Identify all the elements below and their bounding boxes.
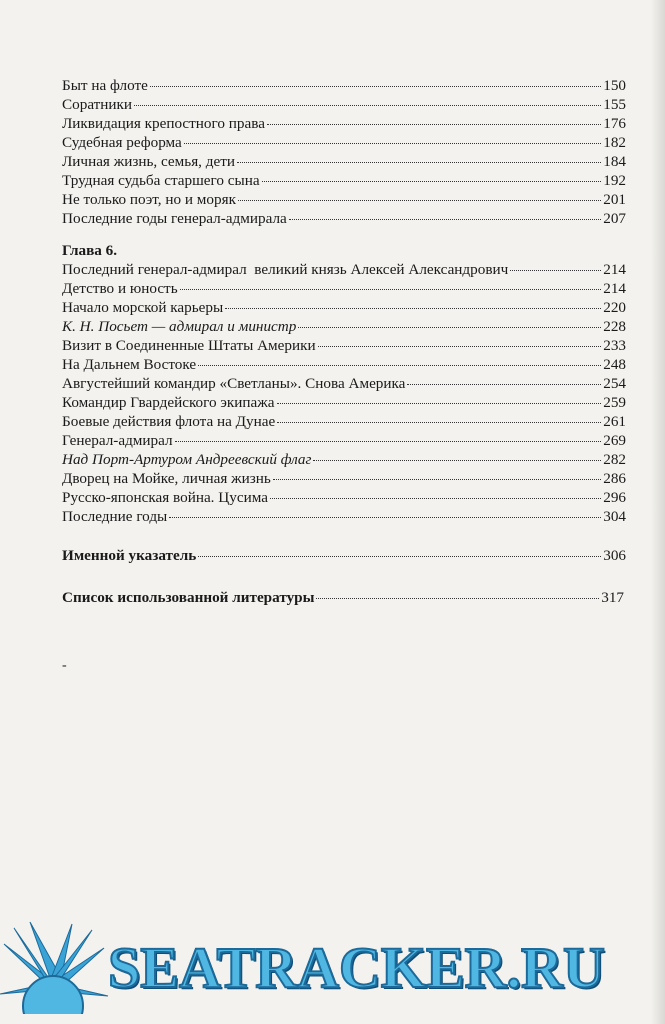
toc-entry-page: 286 — [603, 470, 626, 487]
toc-section-continued — [62, 76, 626, 228]
toc-entry[interactable] — [62, 76, 626, 95]
toc-entry-title: Личная жизнь, семья, дети — [62, 153, 236, 170]
leader-dots — [225, 308, 601, 309]
toc-entry-title: Генерал-адмирал — [62, 432, 173, 449]
toc-entry-page: 220 — [603, 299, 626, 316]
toc-entry-title: Командир Гвардейского экипажа — [62, 394, 275, 411]
leader-dots — [510, 270, 601, 271]
toc-entry-title: Последние годы — [62, 508, 168, 525]
toc-entry[interactable] — [62, 412, 626, 431]
leader-dots — [270, 498, 601, 499]
toc-entry-page: 155 — [603, 96, 626, 113]
toc-entry-title: Не только поэт, но и моряк — [62, 191, 236, 208]
toc-entry-title: Трудная судьба старшего сына — [62, 172, 260, 189]
toc-entry[interactable] — [62, 133, 626, 152]
stray-mark: - — [62, 658, 67, 673]
leader-dots — [316, 598, 599, 599]
toc-entry-title: Августейший командир «Светланы». Снова Америка — [62, 375, 406, 392]
toc-entry-title: Соратники — [62, 96, 133, 113]
leader-dots — [169, 517, 601, 518]
leader-dots — [298, 327, 601, 328]
toc-entry-title: На Дальнем Востоке — [62, 356, 197, 373]
toc-entry-page: 214 — [603, 280, 626, 297]
toc-entry[interactable] — [62, 431, 626, 450]
toc-entry-title: Последний генерал-адмирал великий князь Алексей Александрович — [62, 261, 509, 278]
leader-dots — [262, 181, 602, 182]
toc-entry-index[interactable] — [62, 546, 626, 565]
toc-entry-title: Судебная реформа — [62, 134, 182, 151]
toc-entry[interactable] — [62, 190, 626, 209]
toc-entry[interactable] — [62, 450, 626, 469]
toc-entry-page: 306 — [603, 547, 626, 564]
toc-entry-page: 233 — [603, 337, 626, 354]
leader-dots — [318, 346, 602, 347]
toc-entry-page: 248 — [603, 356, 626, 373]
leader-dots — [277, 403, 602, 404]
toc-entry[interactable] — [62, 95, 626, 114]
leader-dots — [198, 365, 601, 366]
toc-entry-page: 176 — [603, 115, 626, 132]
toc-entry-title: Именной указатель — [62, 547, 197, 564]
toc-entry[interactable] — [62, 209, 626, 228]
toc-entry-title: Последние годы генерал-адмирала — [62, 210, 287, 227]
toc-entry[interactable] — [62, 393, 626, 412]
toc-entry-title: Начало морской карьеры — [62, 299, 224, 316]
toc-entry[interactable] — [62, 114, 626, 133]
leader-dots — [407, 384, 601, 385]
toc-entry-page: 207 — [603, 210, 626, 227]
toc-entry-page: 296 — [603, 489, 626, 506]
toc-entry-page: 228 — [603, 318, 626, 335]
toc-entry-page: 282 — [603, 451, 626, 468]
chapter-heading: Глава 6. — [62, 242, 118, 259]
toc-entry-title: Визит в Соединенные Штаты Америки — [62, 337, 316, 354]
toc-entry-title: Быт на флоте — [62, 77, 148, 94]
leader-dots — [277, 422, 601, 423]
toc-entry-page: 254 — [603, 375, 626, 392]
leader-dots — [184, 143, 601, 144]
leader-dots — [175, 441, 602, 442]
leader-dots — [237, 162, 601, 163]
toc-entry[interactable] — [62, 279, 626, 298]
page-edge-shadow — [651, 0, 665, 1024]
toc-entry[interactable] — [62, 469, 626, 488]
toc-entry[interactable] — [62, 355, 626, 374]
leader-dots — [313, 460, 601, 461]
toc-entry[interactable] — [62, 336, 626, 355]
toc-entry-title: Русско-японская война. Цусима — [62, 489, 268, 506]
toc-entry[interactable] — [62, 171, 626, 190]
sun-logo-icon — [0, 918, 110, 1024]
toc-entry-title: Боевые действия флота на Дунае — [62, 413, 276, 430]
toc-entry-page: 214 — [603, 261, 626, 278]
toc-entry-page: 201 — [603, 191, 626, 208]
watermark-text: SEATRACKER.RU — [108, 935, 605, 1000]
toc-entry-title: Над Порт-Артуром Андреевский флаг — [62, 451, 312, 468]
toc-entry[interactable] — [62, 260, 626, 279]
toc-entry-bibliography[interactable] — [62, 588, 624, 607]
toc-entry-page: 192 — [603, 172, 626, 189]
toc-entry[interactable] — [62, 317, 626, 336]
toc-entry-title: Дворец на Мойке, личная жизнь — [62, 470, 271, 487]
toc-entry-page: 182 — [603, 134, 626, 151]
toc-entry-page: 269 — [603, 432, 626, 449]
leader-dots — [267, 124, 601, 125]
leader-dots — [134, 105, 601, 106]
toc-chapter-6 — [62, 241, 626, 526]
leader-dots — [150, 86, 601, 87]
leader-dots — [273, 479, 601, 480]
watermark — [0, 918, 665, 1024]
toc-entry-title: Список использованной литературы — [62, 589, 315, 606]
toc-entry-page: 317 — [601, 589, 624, 606]
table-of-contents — [62, 76, 626, 607]
toc-entry[interactable] — [62, 298, 626, 317]
toc-entry[interactable] — [62, 488, 626, 507]
toc-entry-page: 150 — [603, 77, 626, 94]
toc-entry[interactable] — [62, 507, 626, 526]
toc-entry-page: 184 — [603, 153, 626, 170]
leader-dots — [198, 556, 601, 557]
toc-entry[interactable] — [62, 152, 626, 171]
toc-entry-title: К. Н. Посьет — адмирал и министр — [62, 318, 297, 335]
leader-dots — [289, 219, 601, 220]
toc-entry-title: Ликвидация крепостного права — [62, 115, 265, 132]
toc-entry-page: 259 — [603, 394, 626, 411]
toc-entry-page: 261 — [603, 413, 626, 430]
toc-entry[interactable] — [62, 374, 626, 393]
toc-entry-title: Детство и юность — [62, 280, 178, 297]
leader-dots — [180, 289, 602, 290]
toc-entry-page: 304 — [603, 508, 626, 525]
leader-dots — [238, 200, 601, 201]
